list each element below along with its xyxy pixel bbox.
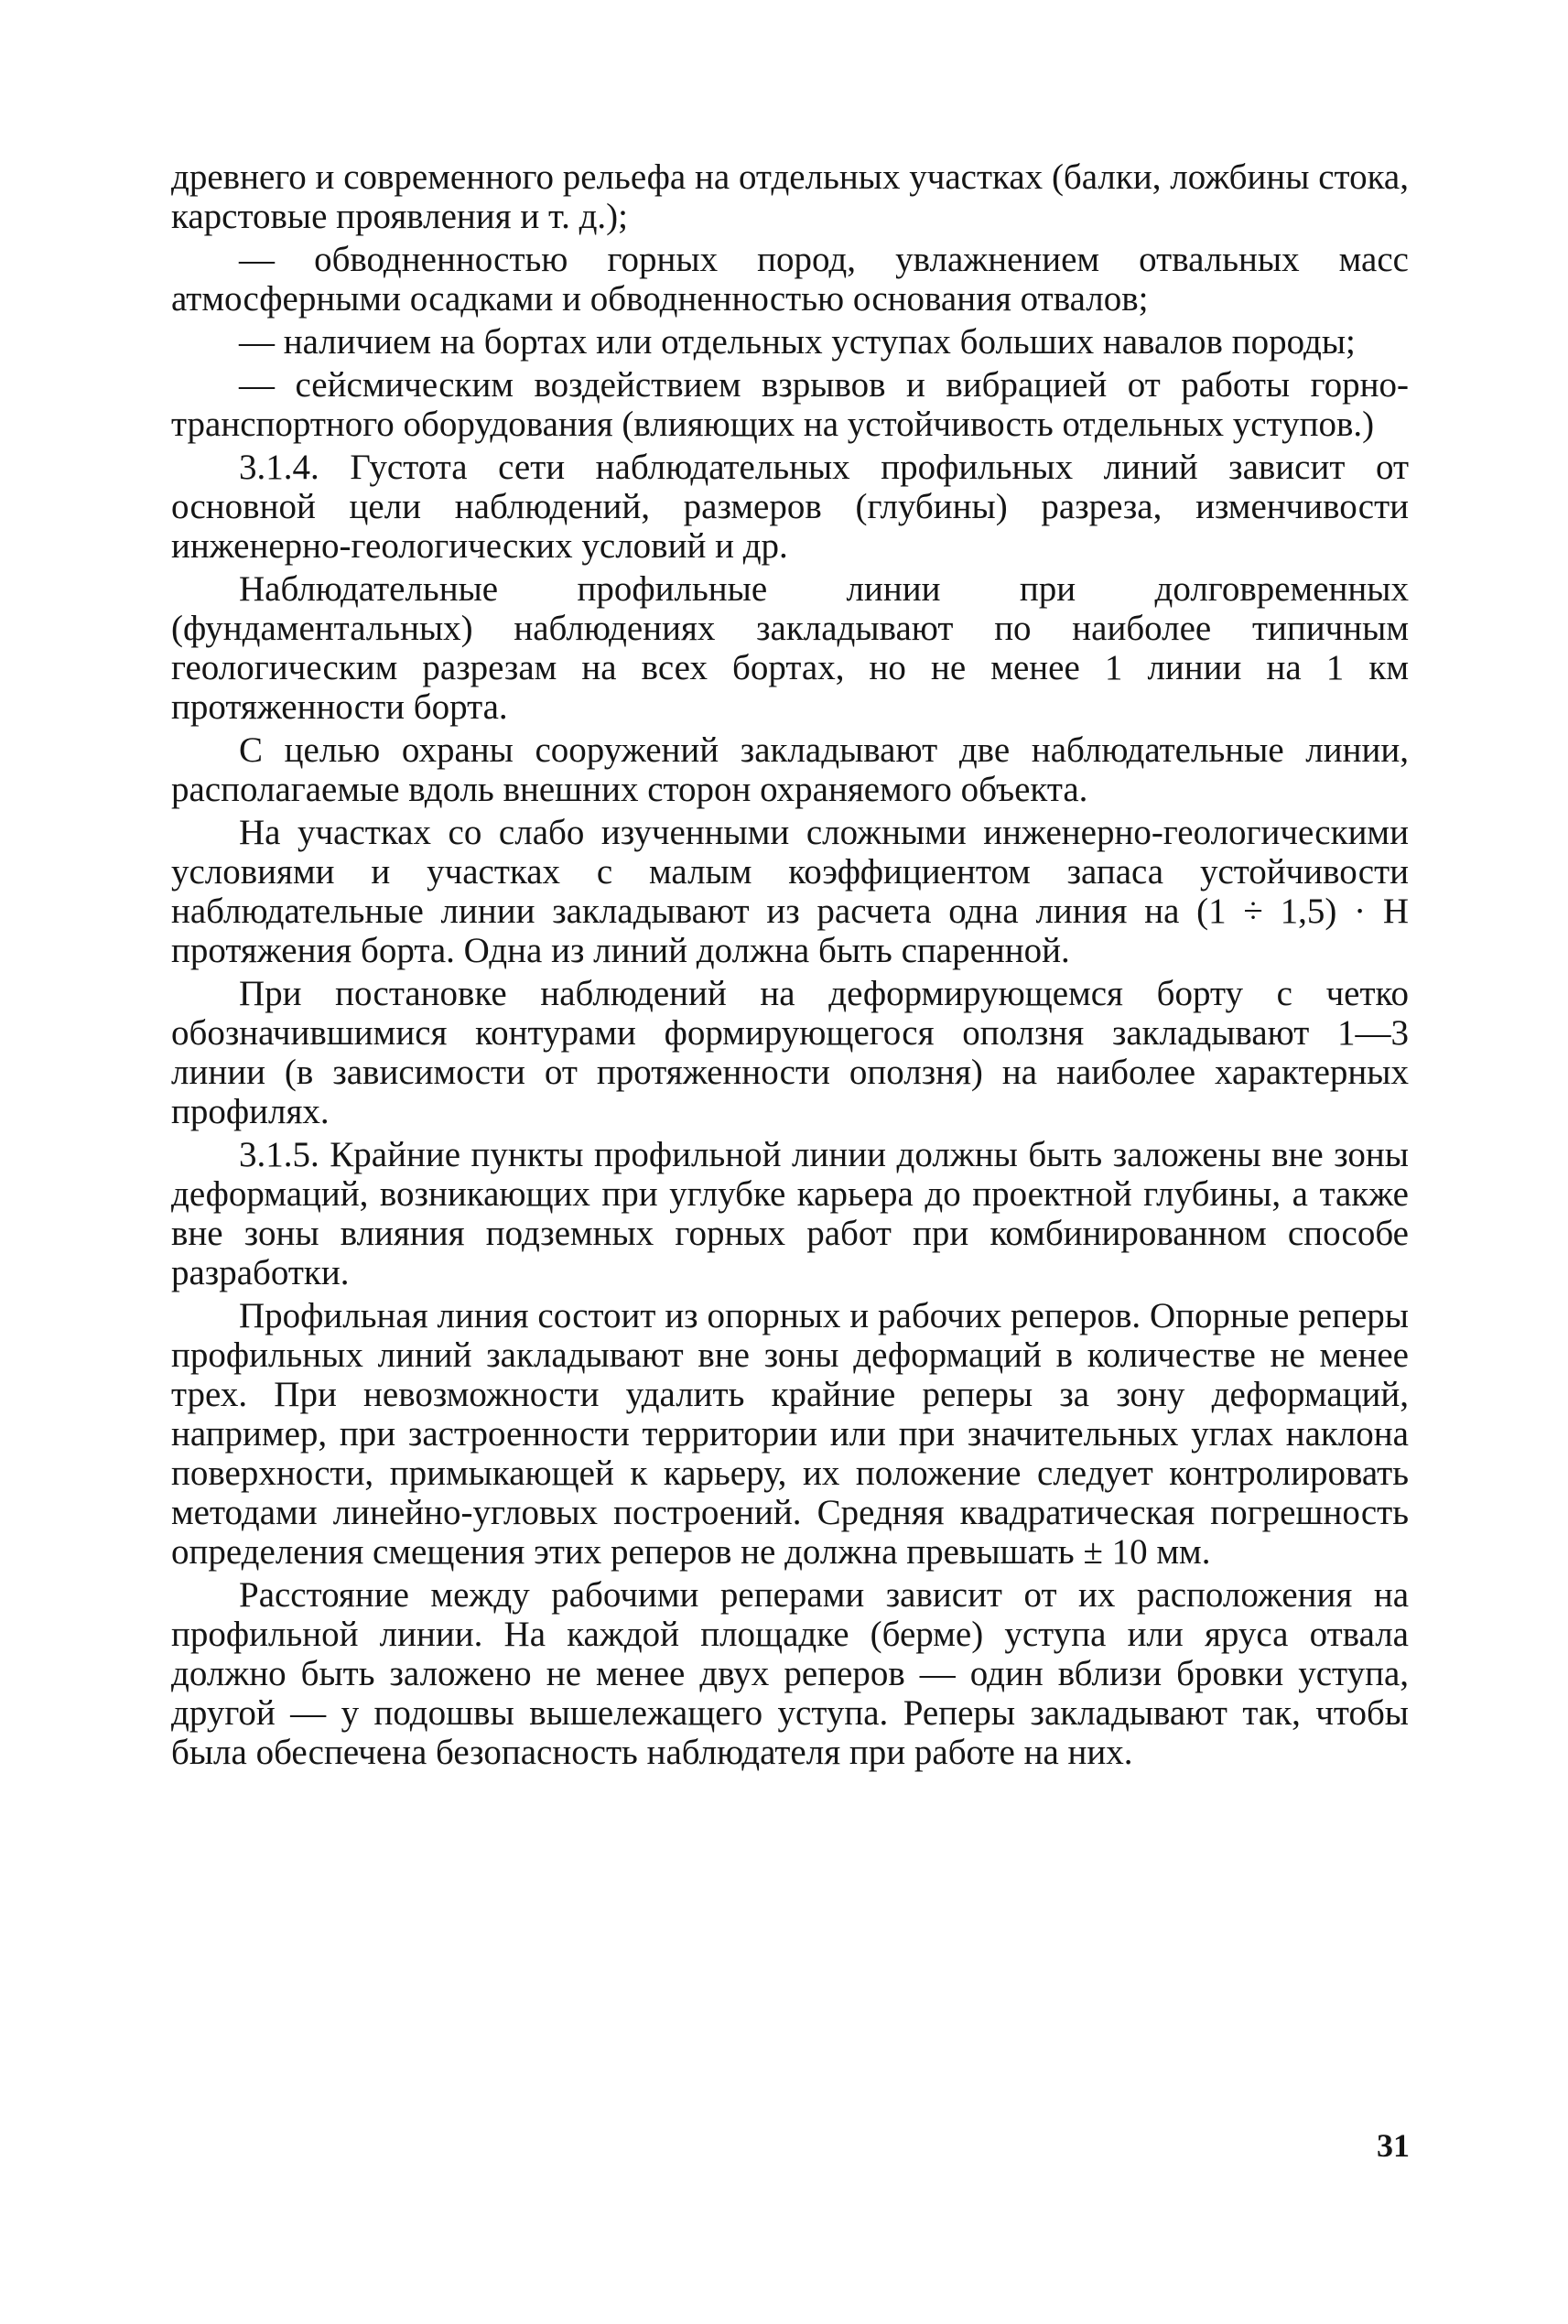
paragraph-long-term-lines: Наблюдательные профильные линии при долговременных (фундаментальных) наблюдениях закладывают по наиболее типичным геологическим разрезам на всех бортах, но не менее 1 линии на 1 км протяженности борта. [171,569,1409,727]
page-number: 31 [1377,2127,1410,2164]
paragraph-reference-benchmarks: Профильная линия состоит из опорных и рабочих реперов. Опорные реперы профильных линий закладывают вне зоны деформаций в количестве не менее трех. При невозможности удалить крайние реперы за зону деформаций, например, при застроенности территории или при значительных углах наклона поверхности, примыкающей к карьеру, их положение следует контролировать методами линейно-угловых построений. Средняя квадратическая погрешность определения смещения этих реперов не должна превышать ± 10 мм. [171,1296,1409,1572]
paragraph-seismic-impact: — сейсмическим воздействием взрывов и вибрацией от работы горно-транспортного оборудования (влияющих на устойчивость отдельных уступов.) [171,365,1409,444]
page-body [171,157,1409,1776]
paragraph-landslide-observation: При постановке наблюдений на деформирующемся борту с четко обозначившимися контурами формирующегося оползня закладывают 1—3 линии (в зависимости от протяженности оползня) на наиболее характерных профилях. [171,974,1409,1131]
paragraph-structure-protection: С целью охраны сооружений закладывают две наблюдательные линии, располагаемые вдоль внешних сторон охраняемого объекта. [171,730,1409,809]
paragraph-water-saturation: — обводненностью горных пород, увлажнением отвальных масс атмосферными осадками и обводненностью основания отвалов; [171,240,1409,319]
paragraph-poorly-studied-areas: На участках со слабо изученными сложными инженерно-геологическими условиями и участках с малым коэффициентом запаса устойчивости наблюдательные линии закладывают из расчета одна линия на (1 ÷ 1,5) · H протяжения борта. Одна из линий должна быть спаренной. [171,813,1409,970]
paragraph-working-benchmarks: Расстояние между рабочими реперами зависит от их расположения на профильной линии. На каждой площадке (берме) уступа или яруса отвала должно быть заложено не менее двух реперов — один вблизи бровки уступа, другой — у подошвы вышележащего уступа. Реперы закладывают так, чтобы была обеспечена безопасность наблюдателя при работе на них. [171,1575,1409,1772]
paragraph-relief-continuation: древнего и современного рельефа на отдельных участках (балки, ложбины стока, карстовые проявления и т. д.); [171,157,1409,236]
paragraph-rock-piles: — наличием на бортах или отдельных уступах больших навалов породы; [239,322,1356,362]
paragraph-section-3-1-4: 3.1.4. Густота сети наблюдательных профильных линий зависит от основной цели наблюдений, размеров (глубины) разреза, изменчивости инженерно-геологических условий и др. [171,448,1409,566]
paragraph-section-3-1-5: 3.1.5. Крайние пункты профильной линии должны быть заложены вне зоны деформаций, возникающих при углубке карьера до проектной глубины, а также вне зоны влияния подземных горных работ при комбинированном способе разработки. [171,1135,1409,1292]
